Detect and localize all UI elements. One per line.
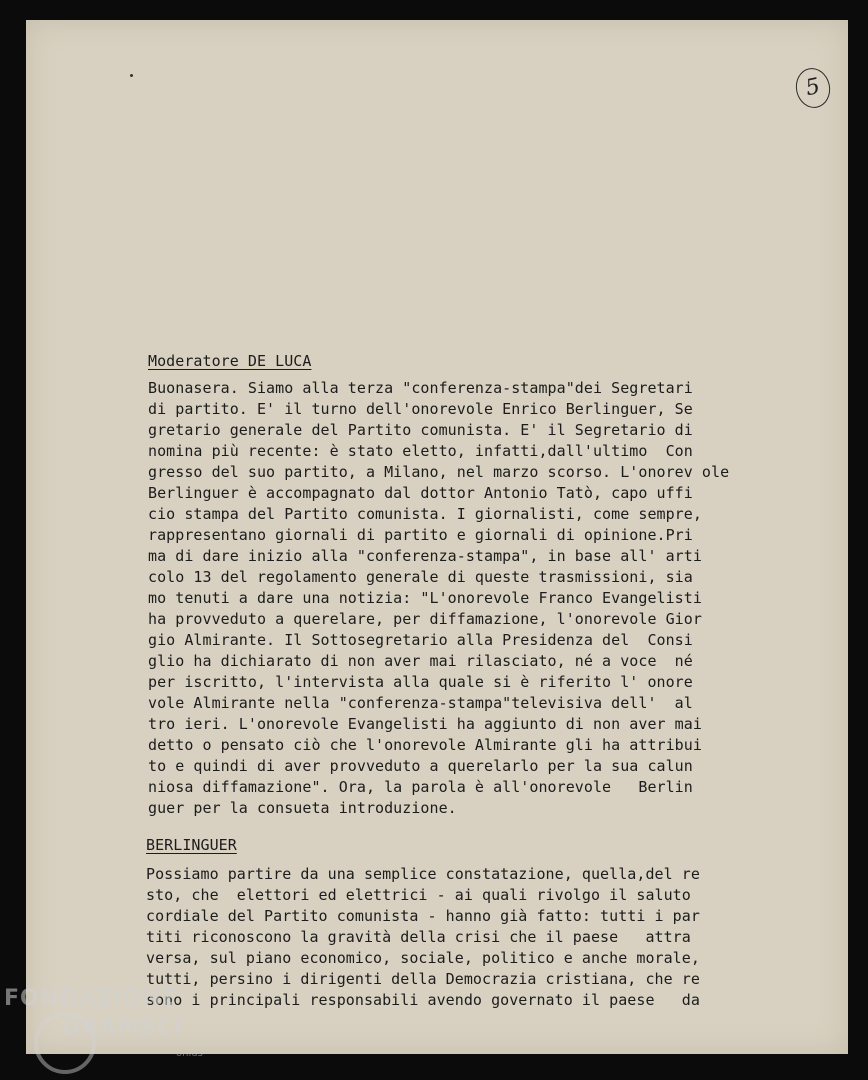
ink-dot [130,74,133,77]
text-line: ma di dare inizio alla "conferenza-stampa", in base all' arti [148,547,702,565]
text-line: gio Almirante. Il Sottosegretario alla Presidenza del Consi [148,631,693,649]
text-line: cio stampa del Partito comunista. I giornalisti, come sempre, [148,505,702,523]
text-line: gresso del suo partito, a Milano, nel marzo scorso. L'onorev ole [148,463,730,481]
text-line: mo tenuti a dare una notizia: "L'onorevole Franco Evangelisti [148,589,702,607]
text-line: glio ha dichiarato di non aver mai rilasciato, né a voce né [148,652,693,670]
text-line: titi riconoscono la gravità della crisi che il paese attra [146,928,691,946]
speaker-heading-berlinguer: BERLINGUER [146,836,237,854]
watermark-line2: GRAMSCI [62,1016,184,1041]
moderator-text-block [148,378,729,819]
text-line: detto o pensato ciò che l'onorevole Almirante gli ha attribui [148,736,702,754]
text-line: tutti, persino i dirigenti della Democrazia cristiana, che re [146,970,700,988]
text-line: vole Almirante nella "conferenza-stampa"televisiva dell' al [148,694,693,712]
watermark-line1: FONDAZIONE [4,986,178,1011]
speaker-heading-moderator: Moderatore DE LUCA [148,352,312,370]
text-line: tro ieri. L'onorevole Evangelisti ha aggiunto di non aver mai [148,715,702,733]
watermark-sub: onlus [176,1048,203,1059]
text-line: di partito. E' il turno dell'onorevole Enrico Berlinguer, Se [148,400,693,418]
text-line: ha provveduto a querelare, per diffamazione, l'onorevole Gior [148,610,702,628]
text-line: rappresentano giornali di partito e giornali di opinione.Pri [148,526,693,544]
text-line: Buonasera. Siamo alla terza "conferenza-stampa"dei Segretari [148,379,693,397]
text-line: Berlinguer è accompagnato dal dottor Antonio Tatò, capo uffi [148,484,693,502]
text-line: guer per la consueta introduzione. [148,799,457,817]
text-line: niosa diffamazione". Ora, la parola è all'onorevole Berlin [148,778,693,796]
berlinguer-text-block [146,864,700,1011]
text-line: sono i principali responsabili avendo governato il paese da [146,991,700,1009]
text-line: nomina più recente: è stato eletto, infatti,dall'ultimo Con [148,442,693,460]
text-line: versa, sul piano economico, sociale, politico e anche morale, [146,949,700,967]
page-number: 5 [792,65,834,111]
text-line: per iscritto, l'intervista alla quale si è riferito l' onore [148,673,693,691]
text-line: cordiale del Partito comunista - hanno già fatto: tutti i par [146,907,700,925]
text-line: to e quindi di aver provveduto a querelarlo per la sua calun [148,757,693,775]
text-line: Possiamo partire da una semplice constatazione, quella,del re [146,865,700,883]
text-line: gretario generale del Partito comunista. E' il Segretario di [148,421,693,439]
text-line: colo 13 del regolamento generale di queste trasmissioni, sia [148,568,693,586]
text-line: sto, che elettori ed elettrici - ai quali rivolgo il saluto [146,886,691,904]
